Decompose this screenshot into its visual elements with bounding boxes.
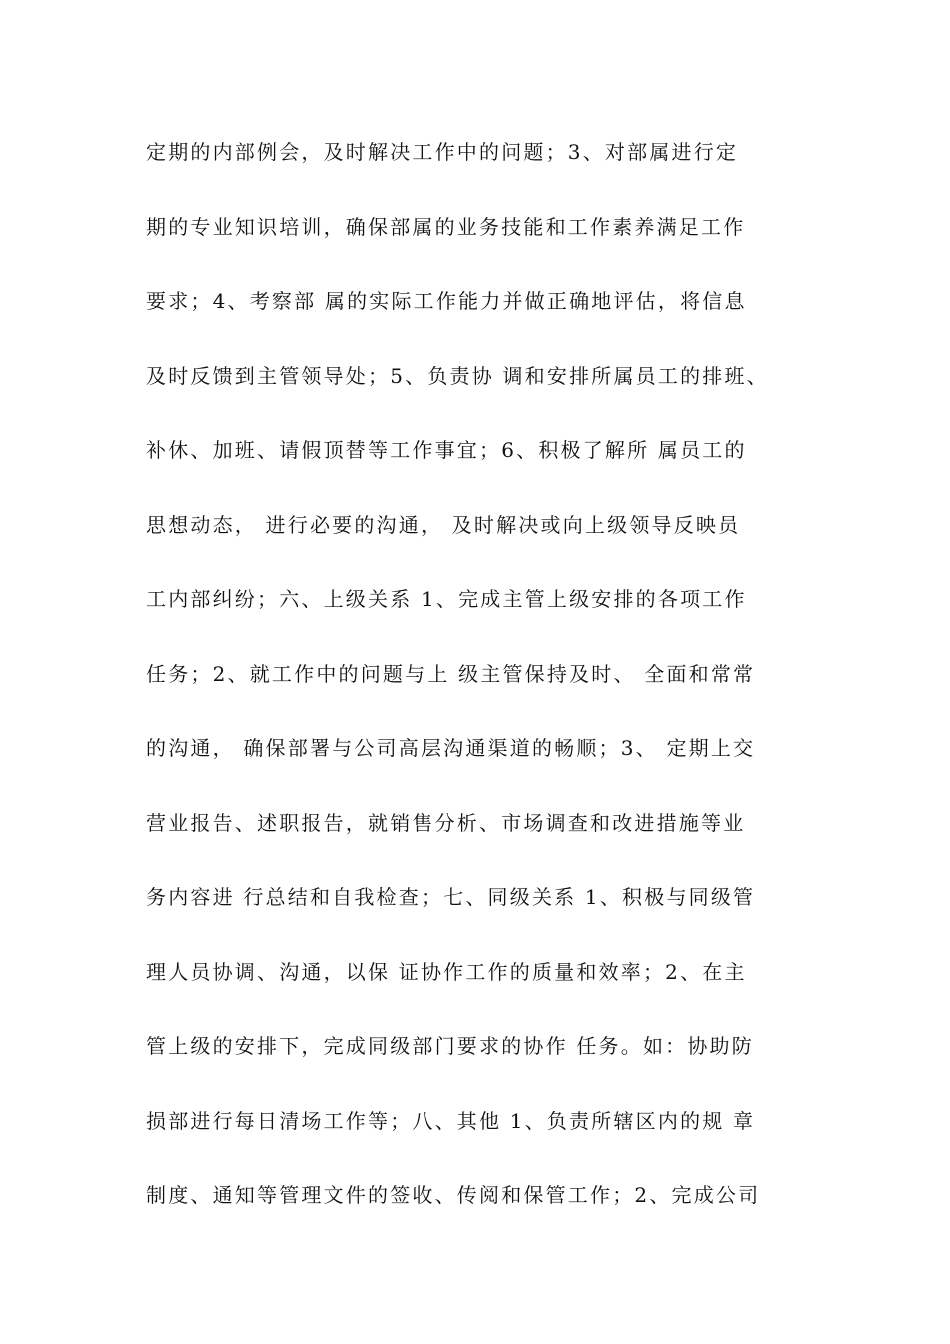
text-line-5: 补休、加班、请假顶替等工作事宜；6、积极了解所 属员工的 <box>146 438 747 462</box>
text-line-1: 定期的内部例会，及时解决工作中的问题；3、对部属进行定 <box>146 140 739 164</box>
text-line-4: 及时反馈到主管领导处；5、负责协 调和安排所属员工的排班、 <box>146 363 769 388</box>
text-line-15: 制度、通知等管理文件的签收、传阅和保管工作；2、完成公司 <box>146 1183 761 1207</box>
text-line-8: 任务；2、就工作中的问题与上 级主管保持及时、 全面和常常 <box>146 661 756 686</box>
text-line-11: 务内容进 行总结和自我检查；七、同级关系 1、积极与同级管 <box>146 885 756 909</box>
text-line-6: 思想动态， 进行必要的沟通， 及时解决或向上级领导反映员 <box>146 512 741 537</box>
body-text <box>146 130 836 1248</box>
text-line-2: 期的专业知识培训，确保部属的业务技能和工作素养满足工作 <box>146 214 746 239</box>
text-line-3: 要求；4、考察部 属的实际工作能力并做正确地评估，将信息 <box>146 289 747 313</box>
text-line-14: 损部进行每日清场工作等；八、其他 1、负责所辖区内的规 章 <box>146 1108 756 1133</box>
text-line-13: 管上级的安排下，完成同级部门要求的协作 任务。如：协助防 <box>146 1034 754 1058</box>
text-line-9: 的沟通， 确保部署与公司高层沟通渠道的畅顺；3、 定期上交 <box>146 736 756 760</box>
text-line-12: 理人员协调、沟通，以保 证协作工作的质量和效率；2、在主 <box>146 959 747 984</box>
text-line-10: 营业报告、述职报告，就销售分析、市场调查和改进措施等业 <box>146 810 746 835</box>
text-line-7: 工内部纠纷；六、上级关系 1、完成主管上级安排的各项工作 <box>146 587 747 611</box>
